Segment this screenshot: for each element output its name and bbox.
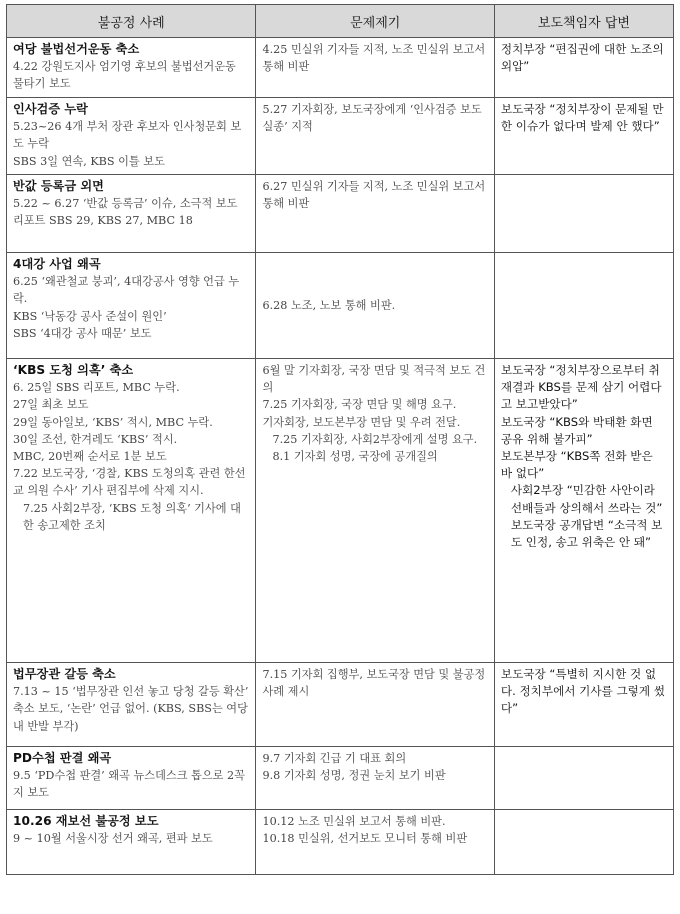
cell-line: 9.7 기자회 긴급 기 대표 회의 — [262, 752, 407, 765]
cell-line: 보도국장 “KBS와 박태환 화면 공유 위해 불가피” — [500, 414, 653, 446]
cell-line: SBS 3일 연속, KBS 이틀 보도 — [13, 154, 165, 168]
table-row — [7, 38, 674, 98]
cell-line: 30일 조선, 한겨레도 ‘KBS’ 적시. — [13, 432, 178, 446]
cell-answer — [494, 98, 673, 175]
cell-line: 7.15 기자회 집행부, 보도국장 면담 및 불공정 사례 제시 — [262, 668, 486, 699]
case-title: 인사검증 누락 — [13, 102, 88, 116]
cell-case — [7, 38, 256, 98]
case-title: PD수첩 판결 왜곡 — [13, 751, 112, 765]
cell-answer — [494, 663, 673, 747]
cell-answer — [494, 359, 673, 663]
cell-line: 10.18 민실위, 선거보도 모니터 통해 비판 — [262, 832, 468, 846]
header-issue: 문제제기 — [256, 5, 494, 38]
cell-line: 10.12 노조 민실위 보고서 통해 비판. — [262, 815, 446, 828]
cell-line: 7.22 보도국장, ‘경찰, KBS 도청의혹 관련 한선교 의원 수사’ 기사 편집부에 삭제 지시. — [13, 467, 246, 498]
header-answer: 보도책임자 답변 — [494, 5, 673, 38]
case-title: 여당 불법선거운동 축소 — [13, 42, 140, 56]
cell-line: 보도국장 “정치부장이 문제될 만한 이슈가 없다며 발제 안 했다” — [500, 102, 664, 134]
cell-line: 사회2부장 “민감한 사안이라 선배들과 상의해서 쓰라는 것” — [510, 483, 663, 515]
cell-line: 8.1 기자회 성명, 국장에 공개질의 — [272, 450, 438, 464]
table-row — [7, 359, 674, 663]
case-title: 4대강 사업 왜곡 — [13, 257, 101, 271]
cell-line: 9 ~ 10월 서울시장 선거 왜곡, 편파 보도 — [13, 832, 213, 846]
cell-line: 7.13 ~ 15 ‘법무장관 인선 놓고 당청 갈등 확산’ 축소 보도, ‘논란’ 언급 없어. (KBS, SBS는 여당 내 반발 부각) — [13, 685, 249, 733]
cell-line: 7.25 사회2부장, ‘KBS 도청 의혹’ 기사에 대한 송고제한 조치 — [23, 501, 241, 532]
cell-line: 27일 최초 보도 — [13, 398, 89, 412]
cell-answer — [494, 175, 673, 253]
cell-case — [7, 359, 256, 663]
table-row — [7, 175, 674, 253]
cell-line: 7.25 기자회장, 사회2부장에게 설명 요구. — [272, 432, 478, 446]
cell-issue — [256, 175, 494, 253]
cell-case — [7, 98, 256, 175]
fairness-table — [6, 4, 674, 875]
cell-line: 6.27 민실위 기자들 지적, 노조 민실위 보고서 통해 비판 — [262, 180, 486, 211]
cell-issue — [256, 359, 494, 663]
cell-line: SBS ‘4대강 공사 때문’ 보도 — [13, 326, 152, 340]
cell-line: MBC, 20번째 순서로 1분 보도 — [13, 450, 167, 464]
cell-case — [7, 663, 256, 747]
cell-line: 보도국장 “정치부장으로부터 취재결과 KBS를 문제 삼기 어렵다고 보고받았다” — [500, 363, 662, 412]
table-body — [7, 38, 674, 875]
cell-issue — [256, 747, 494, 810]
cell-line: 6월 말 기자회장, 국장 면담 및 적극적 보도 건의 — [262, 364, 486, 395]
cell-case — [7, 175, 256, 253]
case-title: 반값 등록금 외면 — [13, 179, 104, 193]
cell-line: 기자회장, 보도본부장 면담 및 우려 전달. — [262, 415, 461, 429]
cell-answer — [494, 253, 673, 359]
cell-line: KBS ‘낙동강 공사 준설이 원인’ — [13, 309, 167, 323]
cell-line: 4.22 강원도지사 엄기영 후보의 불법선거운동 물타기 보도 — [13, 60, 236, 91]
header-row — [7, 5, 674, 38]
case-title: ‘KBS 도청 의혹’ 축소 — [13, 363, 134, 377]
cell-issue — [256, 98, 494, 175]
table-row — [7, 663, 674, 747]
header-case: 불공정 사례 — [7, 5, 256, 38]
cell-line: 보도국장 “특별히 지시한 것 없다. 정치부에서 기사를 그렇게 썼다” — [500, 667, 665, 716]
cell-answer — [494, 810, 673, 875]
cell-answer — [494, 38, 673, 98]
cell-issue — [256, 810, 494, 875]
table-row — [7, 810, 674, 875]
cell-line: 6.25 ‘왜관철교 붕괴’, 4대강공사 영향 언급 누락. — [13, 275, 240, 306]
cell-line: 7.25 기자회장, 국장 면담 및 해명 요구. — [262, 398, 457, 412]
cell-line: 보도국장 공개답변 “소극적 보도 인정, 송고 위축은 안 돼” — [510, 517, 663, 550]
cell-line: 6. 25일 SBS 리포트, MBC 누락. — [13, 381, 180, 395]
cell-case — [7, 253, 256, 359]
cell-line: 9.5 ‘PD수첩 판결’ 왜곡 뉴스데스크 톱으로 2꼭지 보도 — [13, 769, 245, 800]
cell-line: 5.23~26 4개 부처 장관 후보자 인사청문회 보도 누락 — [13, 120, 242, 151]
table-row — [7, 98, 674, 175]
cell-line: 9.8 기자회 성명, 정권 눈치 보기 비판 — [262, 769, 446, 783]
cell-line: 정치부장 “편집권에 대한 노조의 외압” — [500, 42, 664, 74]
table-row — [7, 253, 674, 359]
cell-line: 4.25 민실위 기자들 지적, 노조 민실위 보고서 통해 비판 — [262, 43, 486, 74]
cell-line: 리포트 SBS 29, KBS 27, MBC 18 — [13, 214, 193, 228]
cell-issue — [256, 253, 494, 359]
cell-line: 보도본부장 “KBS쪽 전화 받은 바 없다” — [500, 449, 653, 481]
case-title: 법무장관 갈등 축소 — [13, 667, 116, 681]
table-row — [7, 747, 674, 810]
cell-line: 29일 동아일보, ‘KBS’ 적시, MBC 누락. — [13, 415, 213, 429]
cell-line: 6.28 노조, 노보 통해 비판. — [262, 298, 396, 312]
cell-case — [7, 747, 256, 810]
case-title: 10.26 재보선 불공정 보도 — [13, 814, 159, 828]
cell-issue — [256, 663, 494, 747]
cell-line: 5.22 ~ 6.27 ‘반값 등록금’ 이슈, 소극적 보도 — [13, 197, 238, 211]
cell-case — [7, 810, 256, 875]
cell-answer — [494, 747, 673, 810]
cell-line: 5.27 기자회장, 보도국장에게 ‘인사검증 보도 실종’ 지적 — [262, 103, 482, 134]
cell-issue — [256, 38, 494, 98]
